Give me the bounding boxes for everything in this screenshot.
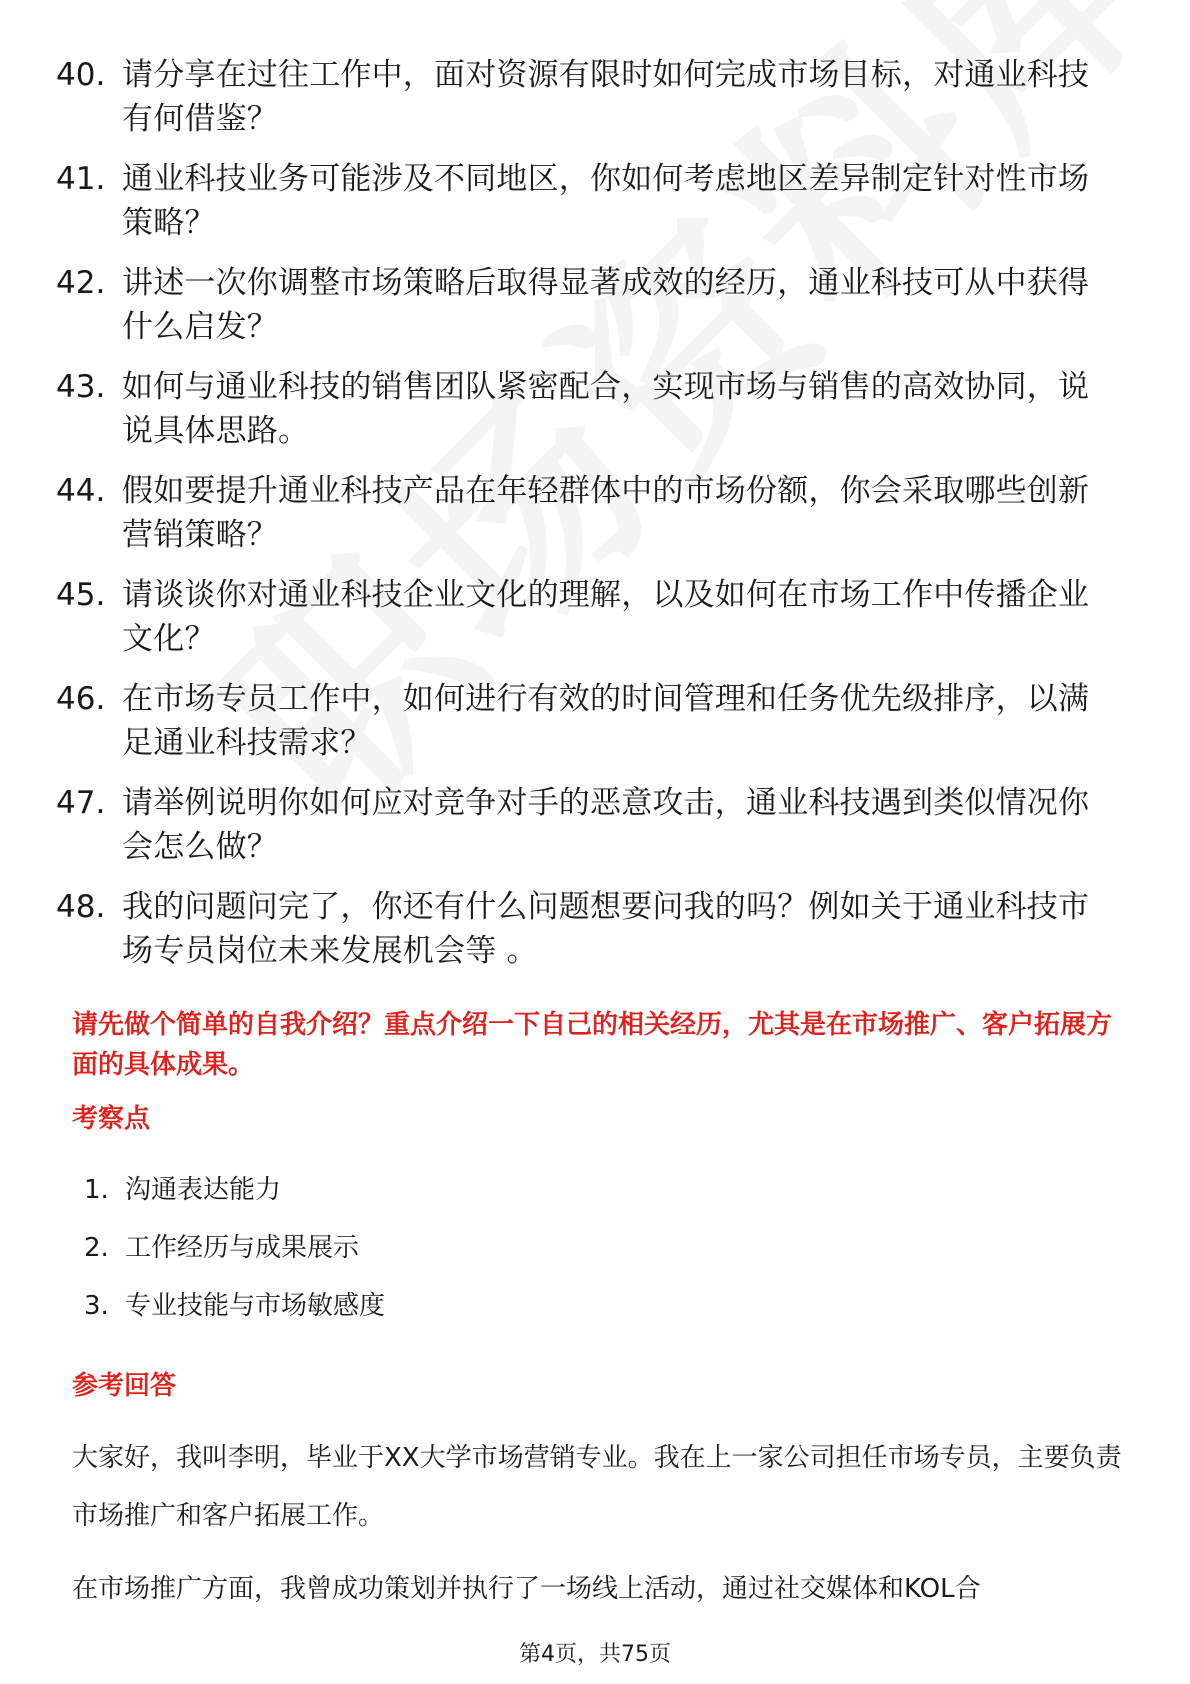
point-text: 专业技能与市场敏感度 — [125, 1291, 386, 1321]
question-number: 41. — [56, 161, 106, 197]
question-text: 请分享在过往工作中，面对资源有限时如何完成市场目标，对通业科技有何借鉴？ — [122, 57, 1090, 137]
point-number: 3. — [84, 1291, 109, 1321]
page-footer: 第4页，共75页 — [519, 1642, 671, 1667]
question-number: 40. — [56, 57, 106, 93]
answer-paragraph: 大家好，我叫李明，毕业于XX大学市场营销专业。我在上一家公司担任市场专员，主要负责市场推广和客户拓展工作。 — [72, 1443, 1122, 1531]
question-item — [56, 469, 1116, 557]
question-item — [56, 53, 1116, 141]
question-text: 请举例说明你如何应对竞争对手的恶意攻击，通业科技遇到类似情况你会怎么做？ — [122, 785, 1090, 865]
question-number: 43. — [56, 369, 106, 405]
question-item — [56, 885, 1116, 973]
point-text: 沟通表达能力 — [125, 1175, 282, 1205]
question-text: 假如要提升通业科技产品在年轻群体中的市场份额，你会采取哪些创新营销策略？ — [122, 473, 1090, 553]
question-text: 如何与通业科技的销售团队紧密配合，实现市场与销售的高效协同，说说具体思路。 — [122, 369, 1090, 449]
point-text: 工作经历与成果展示 — [125, 1233, 360, 1263]
question-text: 讲述一次你调整市场策略后取得显著成效的经历，通业科技可从中获得什么启发？ — [122, 265, 1090, 345]
question-item — [56, 781, 1116, 869]
assessment-title: 考察点 — [72, 1104, 151, 1134]
question-text: 请谈谈你对通业科技企业文化的理解，以及如何在市场工作中传播企业文化？ — [122, 577, 1090, 657]
assessment-point — [84, 1168, 385, 1226]
highlight-question: 请先做个简单的自我介绍？重点介绍一下自己的相关经历，尤其是在市场推广、客户拓展方面的具体成果。 — [72, 1010, 1113, 1080]
question-number: 47. — [56, 785, 106, 821]
question-number: 42. — [56, 265, 106, 301]
point-number: 1. — [84, 1175, 109, 1205]
question-number: 48. — [56, 889, 106, 925]
question-text: 在市场专员工作中，如何进行有效的时间管理和任务优先级排序，以满足通业科技需求？ — [122, 681, 1090, 761]
assessment-points — [84, 1168, 385, 1342]
question-number: 46. — [56, 681, 106, 717]
point-number: 2. — [84, 1233, 109, 1263]
question-list — [56, 53, 1116, 989]
question-number: 45. — [56, 577, 106, 613]
question-text: 通业科技业务可能涉及不同地区，你如何考虑地区差异制定针对性市场策略？ — [122, 161, 1090, 241]
reference-title: 参考回答 — [72, 1371, 177, 1401]
answer-paragraph: 在市场推广方面，我曾成功策划并执行了一场线上活动，通过社交媒体和KOL合 — [72, 1574, 981, 1604]
question-text: 我的问题问完了，你还有什么问题想要问我的吗？例如关于通业科技市场专员岗位未来发展机会等 。 — [122, 889, 1090, 969]
assessment-point — [84, 1226, 385, 1284]
question-number: 44. — [56, 473, 106, 509]
assessment-point — [84, 1284, 385, 1342]
question-item — [56, 157, 1116, 245]
question-item — [56, 573, 1116, 661]
question-item — [56, 365, 1116, 453]
question-item — [56, 261, 1116, 349]
question-item — [56, 677, 1116, 765]
